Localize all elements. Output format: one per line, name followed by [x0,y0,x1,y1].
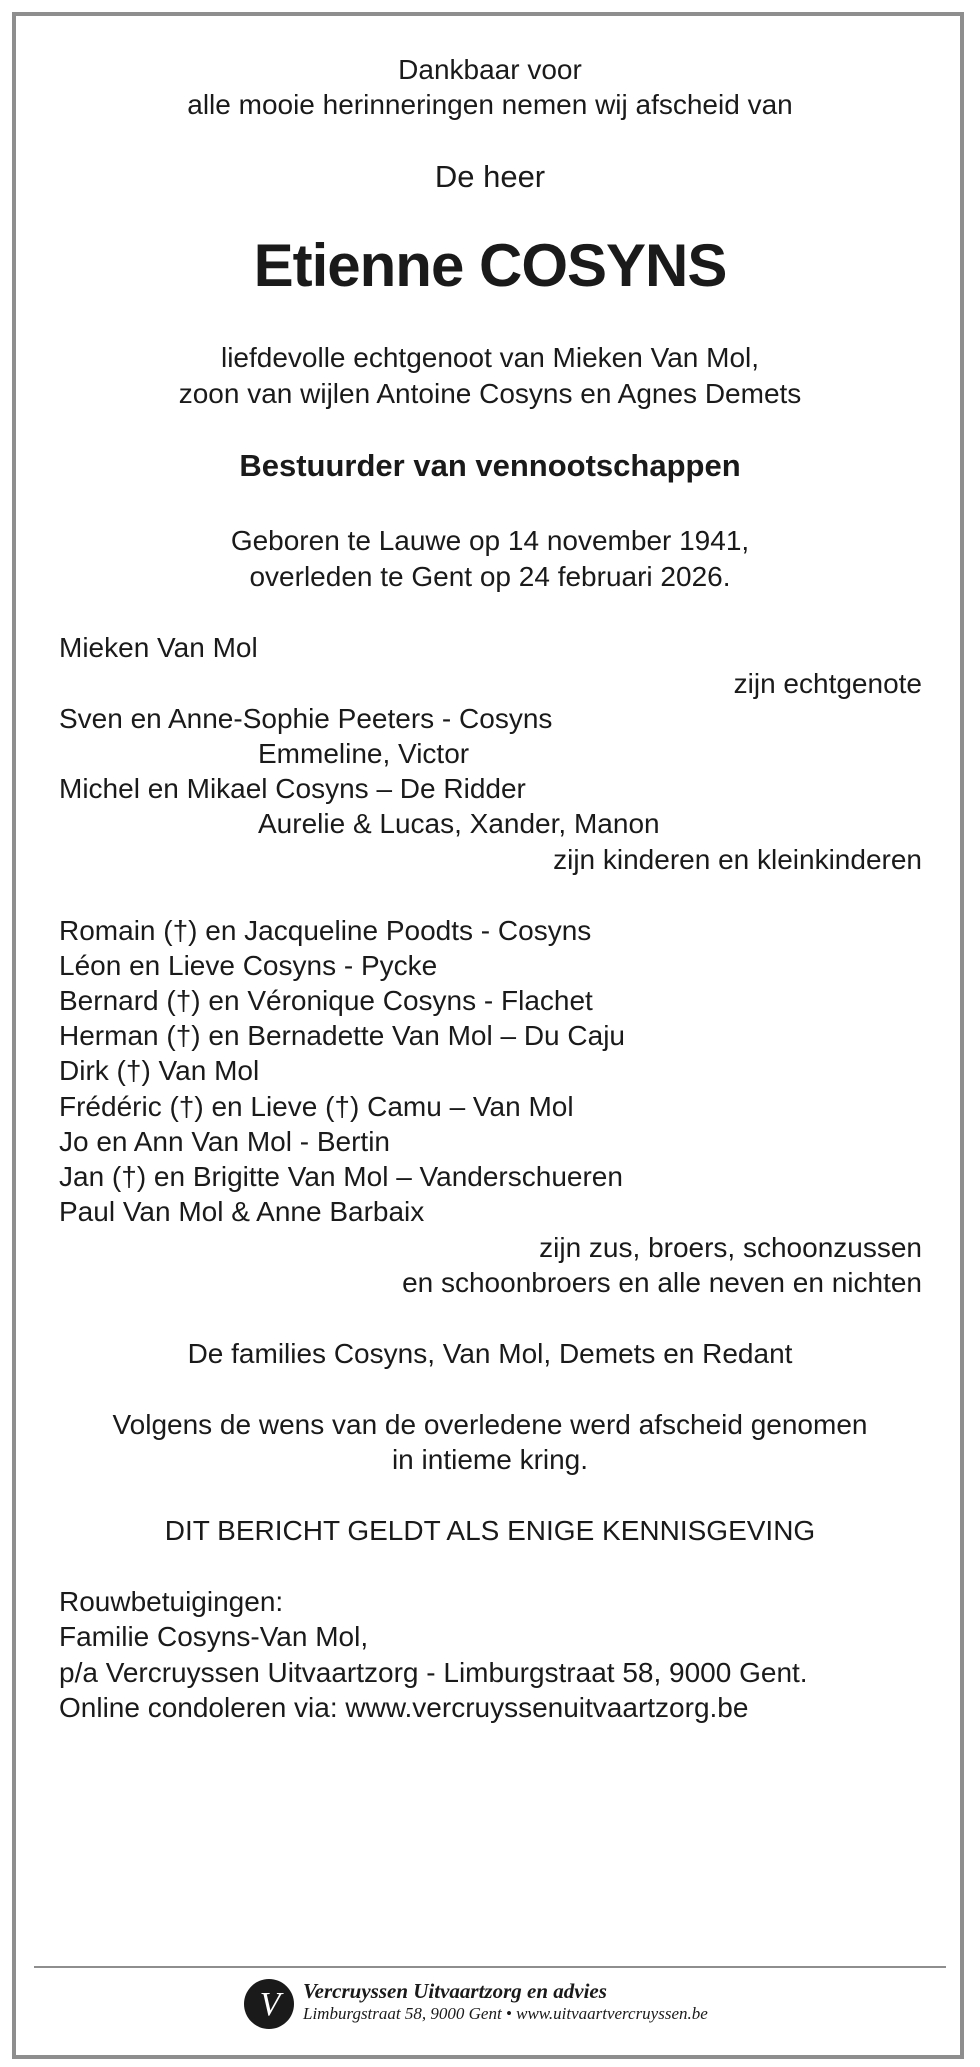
profession: Bestuurder van vennootschappen [239,448,741,483]
sibling-line: Jo en Ann Van Mol - Bertin [59,1126,390,1157]
sibling-line: Léon en Lieve Cosyns - Pycke [59,950,438,981]
footer-company: Vercruyssen Uitvaartzorg en advies [303,1979,607,2003]
condolences-family: Familie Cosyns-Van Mol, [59,1621,369,1652]
siblings-role-1: zijn zus, broers, schoonzussen [539,1232,922,1263]
families-line: De families Cosyns, Van Mol, Demets en Redant [187,1338,793,1369]
footer-address: Limburgstraat 58, 9000 Gent • www.uitvaartvercruyssen.be [303,2004,708,2023]
notice-statement: DIT BERICHT GELDT ALS ENIGE KENNISGEVING [164,1515,816,1546]
sibling-line: Herman (†) en Bernadette Van Mol – Du Caju [59,1020,625,1051]
farewell-line-2: in intieme kring. [391,1444,589,1475]
relation-line-2: zoon van wijlen Antoine Cosyns en Agnes Demets [178,378,802,409]
condolences-address: p/a Vercruyssen Uitvaartzorg - Limburgstraat 58, 9000 Gent. [59,1657,808,1688]
funeral-logo-icon [243,1978,295,2030]
children-role: zijn kinderen en kleinkinderen [553,844,922,875]
condolences-heading: Rouwbetuigingen: [59,1586,284,1617]
logo-letter: V [259,1986,281,2023]
condolences-online: Online condoleren via: www.vercruyssenuitvaartzorg.be [59,1692,749,1723]
footer-divider [34,1966,946,1968]
intro-line-2: alle mooie herinneringen nemen wij afscheid van [187,89,793,120]
sibling-line: Frédéric (†) en Lieve (†) Camu – Van Mol [59,1091,574,1122]
children-couple-2: Michel en Mikael Cosyns – De Ridder [59,773,526,804]
grandchildren-2: Aurelie & Lucas, Xander, Manon [258,808,660,839]
grandchildren-1: Emmeline, Victor [258,738,470,769]
siblings-role-2: en schoonbroers en alle neven en nichten [402,1267,922,1298]
deceased-name: Etienne COSYNS [253,232,727,299]
relation-line-1: liefdevolle echtgenoot van Mieken Van Mol, [220,342,760,373]
salutation: De heer [434,159,546,194]
intro-line-1: Dankbaar voor [398,54,582,85]
children-couple-1: Sven en Anne-Sophie Peeters - Cosyns [59,703,553,734]
spouse-role: zijn echtgenote [733,668,922,699]
spouse-name: Mieken Van Mol [59,632,258,663]
farewell-line-1: Volgens de wens van de overledene werd afscheid genomen [112,1409,868,1440]
sibling-line: Paul Van Mol & Anne Barbaix [59,1196,425,1227]
sibling-line: Romain (†) en Jacqueline Poodts - Cosyns [59,915,592,946]
sibling-line: Bernard (†) en Véronique Cosyns - Flachet [59,985,593,1016]
dates-line-1: Geboren te Lauwe op 14 november 1941, [230,525,750,556]
sibling-line: Jan (†) en Brigitte Van Mol – Vanderschueren [59,1161,623,1192]
sibling-line: Dirk (†) Van Mol [59,1055,260,1086]
dates-line-2: overleden te Gent op 24 februari 2026. [249,561,731,592]
